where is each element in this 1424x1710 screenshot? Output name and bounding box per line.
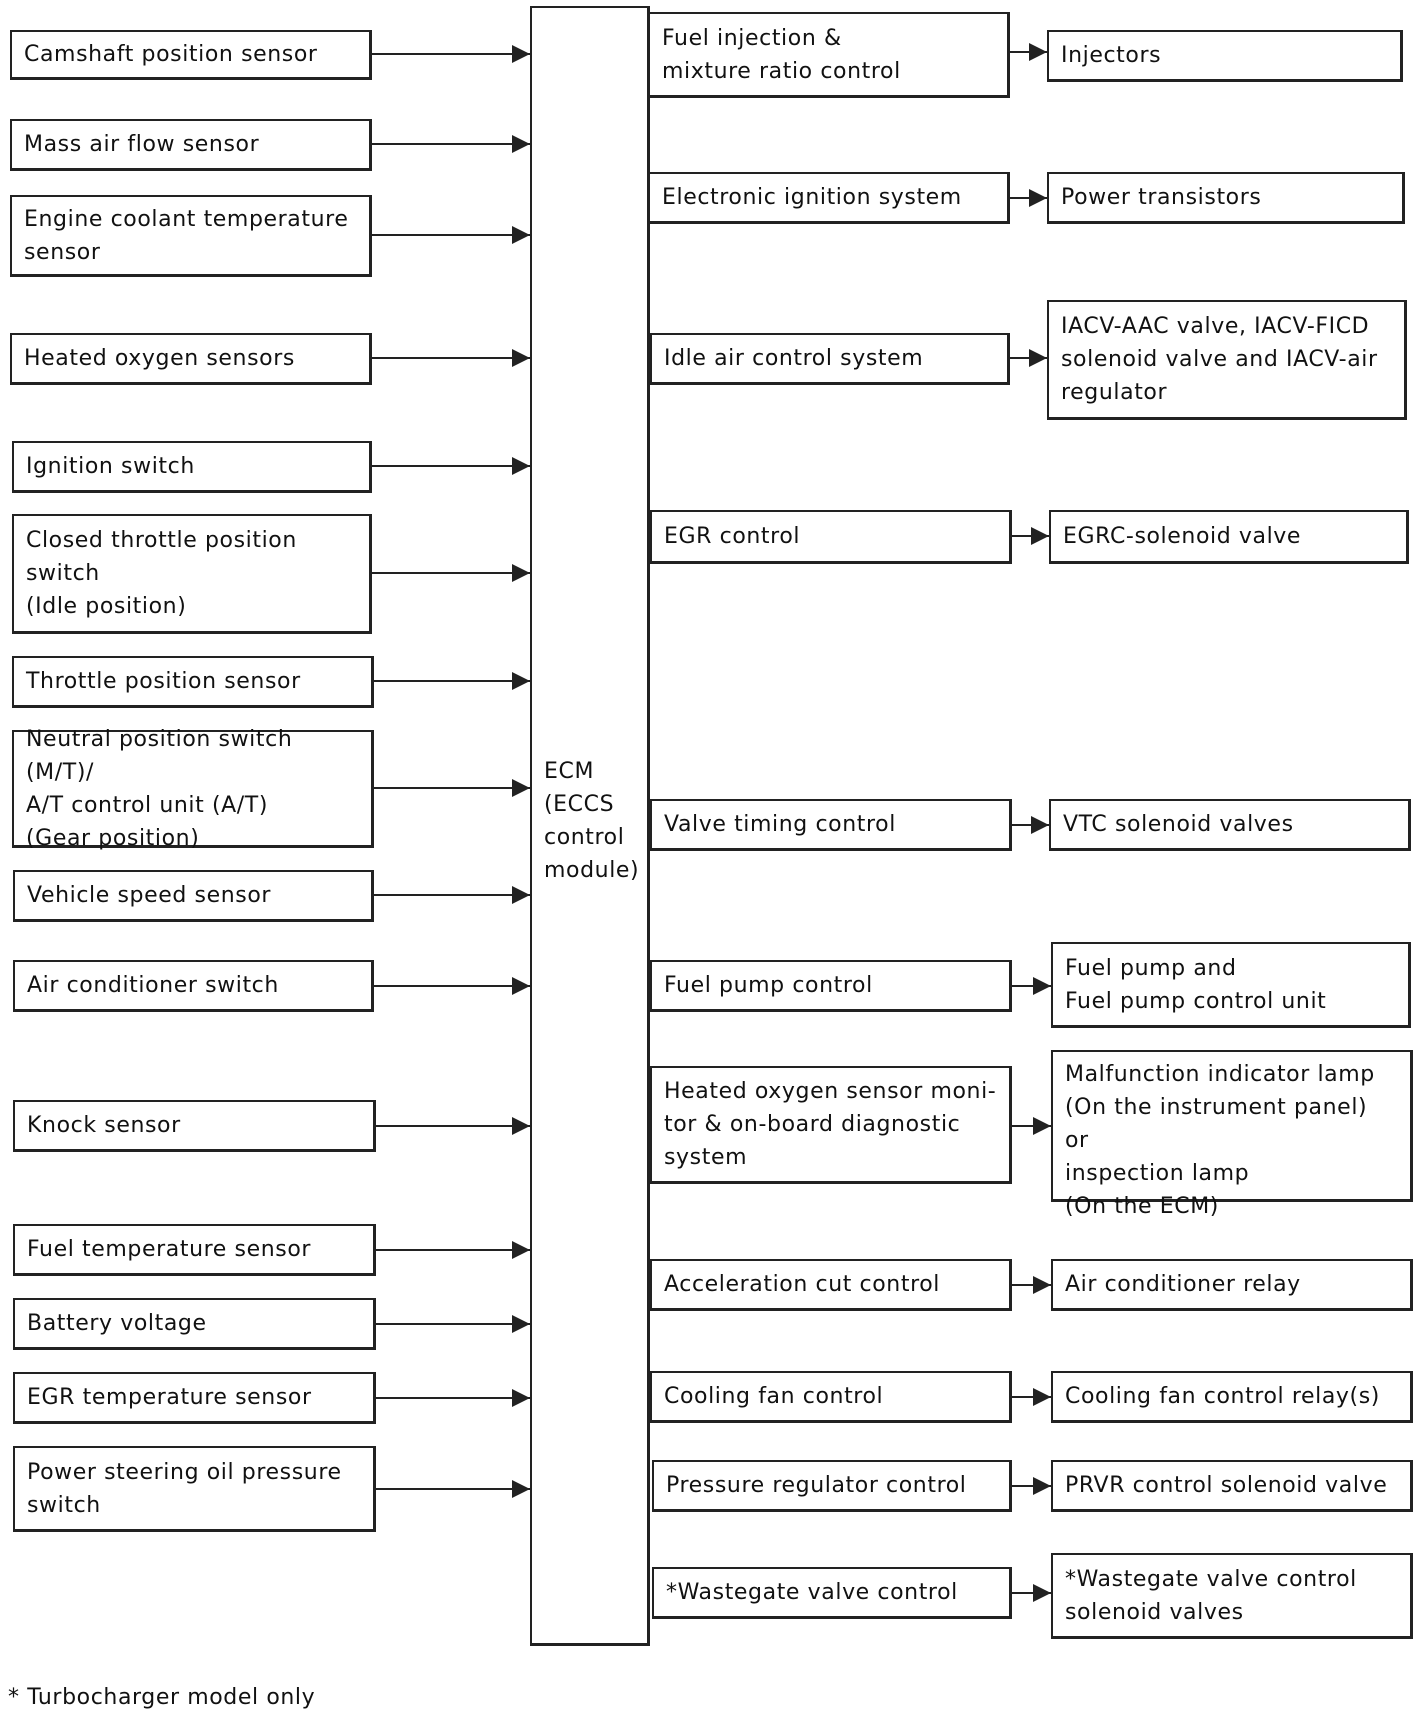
input-mass-air-flow-sensor: Mass air flow sensor — [10, 119, 372, 171]
input-air-conditioner-switch: Air conditioner switch — [13, 960, 374, 1012]
control-valve-timing-control: Valve timing control — [650, 799, 1012, 851]
input-ignition-switch: Ignition switch — [12, 441, 372, 493]
control-acceleration-cut-control: Acceleration cut control — [650, 1259, 1012, 1311]
output-air-conditioner-relay: Air conditioner relay — [1051, 1259, 1413, 1311]
control-fuel-injection-mixture-ratio: Fuel injection & mixture ratio control — [648, 12, 1010, 98]
output-vtc-solenoid-valves: VTC solenoid valves — [1049, 799, 1411, 851]
control-electronic-ignition-system: Electronic ignition system — [648, 172, 1010, 224]
output-prvr-control-solenoid-valve: PRVR control solenoid valve — [1051, 1460, 1413, 1512]
control-egr-control: EGR control — [650, 510, 1012, 564]
control-cooling-fan-control: Cooling fan control — [650, 1371, 1012, 1423]
input-power-steering-oil-pressure-switch: Power steering oil pressure switch — [13, 1446, 376, 1532]
ecm-label: ECM (ECCS control module) — [544, 759, 640, 883]
input-camshaft-position-sensor: Camshaft position sensor — [10, 30, 372, 80]
output-malfunction-indicator-lamp: Malfunction indicator lamp (On the instrument panel) or inspection lamp (On the ECM) — [1051, 1050, 1413, 1202]
control-heated-oxygen-sensor-monitor: Heated oxygen sensor moni- tor & on-board diagnostic system — [650, 1066, 1012, 1184]
output-power-transistors: Power transistors — [1047, 172, 1405, 224]
input-throttle-position-sensor: Throttle position sensor — [12, 656, 374, 708]
input-knock-sensor: Knock sensor — [13, 1100, 376, 1152]
input-vehicle-speed-sensor: Vehicle speed sensor — [13, 870, 374, 922]
input-engine-coolant-temperature-sensor: Engine coolant temperature sensor — [10, 195, 372, 277]
input-neutral-position-switch: Neutral position switch (M/T)/ A/T control unit (A/T) (Gear position) — [12, 730, 374, 848]
input-fuel-temperature-sensor: Fuel temperature sensor — [13, 1224, 376, 1276]
control-wastegate-valve-control: *Wastegate valve control — [652, 1567, 1012, 1619]
control-idle-air-control-system: Idle air control system — [650, 333, 1010, 385]
output-cooling-fan-control-relays: Cooling fan control relay(s) — [1051, 1371, 1413, 1423]
control-pressure-regulator-control: Pressure regulator control — [652, 1460, 1012, 1512]
input-egr-temperature-sensor: EGR temperature sensor — [13, 1372, 376, 1424]
control-fuel-pump-control: Fuel pump control — [650, 960, 1012, 1012]
ecm-block — [530, 6, 650, 1646]
output-iacv-valves: IACV-AAC valve, IACV-FICD solenoid valve and IACV-air regulator — [1047, 300, 1407, 420]
footnote: * Turbocharger model only — [8, 1685, 316, 1710]
output-wastegate-valve-control-solenoid-valves: *Wastegate valve control solenoid valves — [1051, 1553, 1413, 1639]
input-closed-throttle-position-switch: Closed throttle position switch (Idle position) — [12, 514, 372, 634]
input-heated-oxygen-sensors: Heated oxygen sensors — [10, 333, 372, 385]
output-egrc-solenoid-valve: EGRC-solenoid valve — [1049, 510, 1409, 564]
output-fuel-pump-control-unit: Fuel pump and Fuel pump control unit — [1051, 942, 1411, 1028]
input-battery-voltage: Battery voltage — [13, 1298, 376, 1350]
output-injectors: Injectors — [1047, 30, 1403, 82]
